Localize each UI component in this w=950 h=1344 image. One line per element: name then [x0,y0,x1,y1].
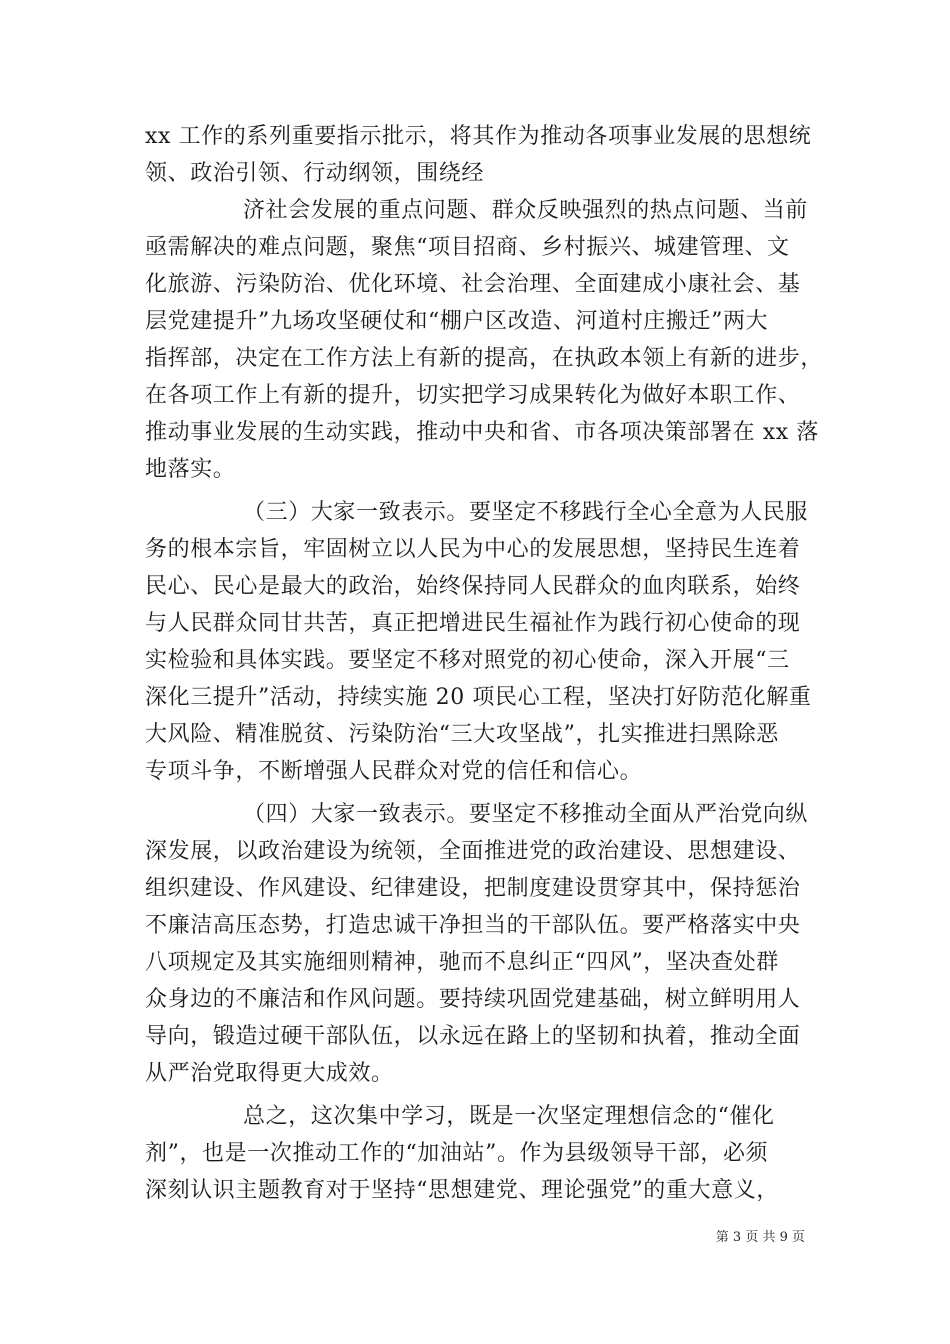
text-line: 指挥部，决定在工作方法上有新的提高，在执政本领上有新的进步， [145,346,824,371]
paragraph-section-four [145,796,810,1092]
text-line: （四）大家一致表示。要坚定不移推动全面从严治党向纵 [243,802,809,827]
paragraph-conclusion [145,1098,810,1209]
text-line: 亟需解决的难点问题，聚焦“项目招商、乡村振兴、城建管理、文 [145,235,790,260]
text-line: 济社会发展的重点问题、群众反映强烈的热点问题、当前 [243,198,809,223]
text-line: xx 工作的系列重要指示批示，将其作为推动各项事业发展的思想统 [145,124,812,149]
text-line: 从严治党取得更大成效。 [145,1061,394,1086]
text-line: 实检验和具体实践。要坚定不移对照党的初心使命，深入开展“三 [145,648,790,673]
page-number-footer: 第 3 页 共 9 页 [715,1230,805,1245]
text-line: 大风险、精准脱贫、污染防治“三大攻坚战”，扎实推进扫黑除恶 [145,722,779,747]
text-line: 众身边的不廉洁和作风问题。要持续巩固党建基础，树立鲜明用人 [145,987,801,1012]
text-line: 民心、民心是最大的政治，始终保持同人民群众的血肉联系，始终 [145,574,801,599]
text-line: 深发展，以政治建设为统领，全面推进党的政治建设、思想建设、 [145,839,801,864]
text-line: 导向，锻造过硬干部队伍，以永远在路上的坚韧和执着，推动全面 [145,1024,801,1049]
text-line: 推动事业发展的生动实践，推动中央和省、市各项决策部署在 xx 落 [145,420,820,445]
text-line: 与人民群众同甘共苦，真正把增进民生福祉作为践行初心使命的现 [145,611,801,636]
text-line: 在各项工作上有新的提升，切实把学习成果转化为做好本职工作、 [145,383,801,408]
text-line: 层党建提升”九场攻坚硬仗和“棚户区改造、河道村庄搬迁”两大 [145,309,769,334]
document-body [145,118,824,1209]
text-line: 组织建设、作风建设、纪律建设，把制度建设贯穿其中，保持惩治 [145,876,801,901]
paragraph-section-three [145,494,810,790]
text-line: 总之，这次集中学习，既是一次坚定理想信念的“催化 [243,1104,775,1129]
text-line: 八项规定及其实施细则精神，驰而不息纠正“四风”，坚决查处群 [145,950,779,975]
text-line: 化旅游、污染防治、优化环境、社会治理、全面建成小康社会、基 [145,272,801,297]
paragraph-intro-continued [145,118,810,192]
text-line: 深化三提升”活动，持续实施 20 项民心工程，坚决打好防范化解重 [145,685,812,710]
text-line: 领、政治引领、行动纲领，围绕经 [145,161,485,186]
paragraph-economic-focus [145,192,824,488]
text-line: 不廉洁高压态势，打造忠诚干净担当的干部队伍。要严格落实中央 [145,913,801,938]
text-line: 深刻认识主题教育对于坚持“思想建党、理论强党”的重大意义， [145,1178,779,1203]
text-line: 剂”，也是一次推动工作的“加油站”。作为县级领导干部，必须 [145,1141,769,1166]
text-line: 地落实。 [145,457,236,482]
text-line: （三）大家一致表示。要坚定不移践行全心全意为人民服 [243,500,809,525]
text-line: 专项斗争，不断增强人民群众对党的信任和信心。 [145,759,643,784]
text-line: 务的根本宗旨，牢固树立以人民为中心的发展思想，坚持民生连着 [145,537,801,562]
